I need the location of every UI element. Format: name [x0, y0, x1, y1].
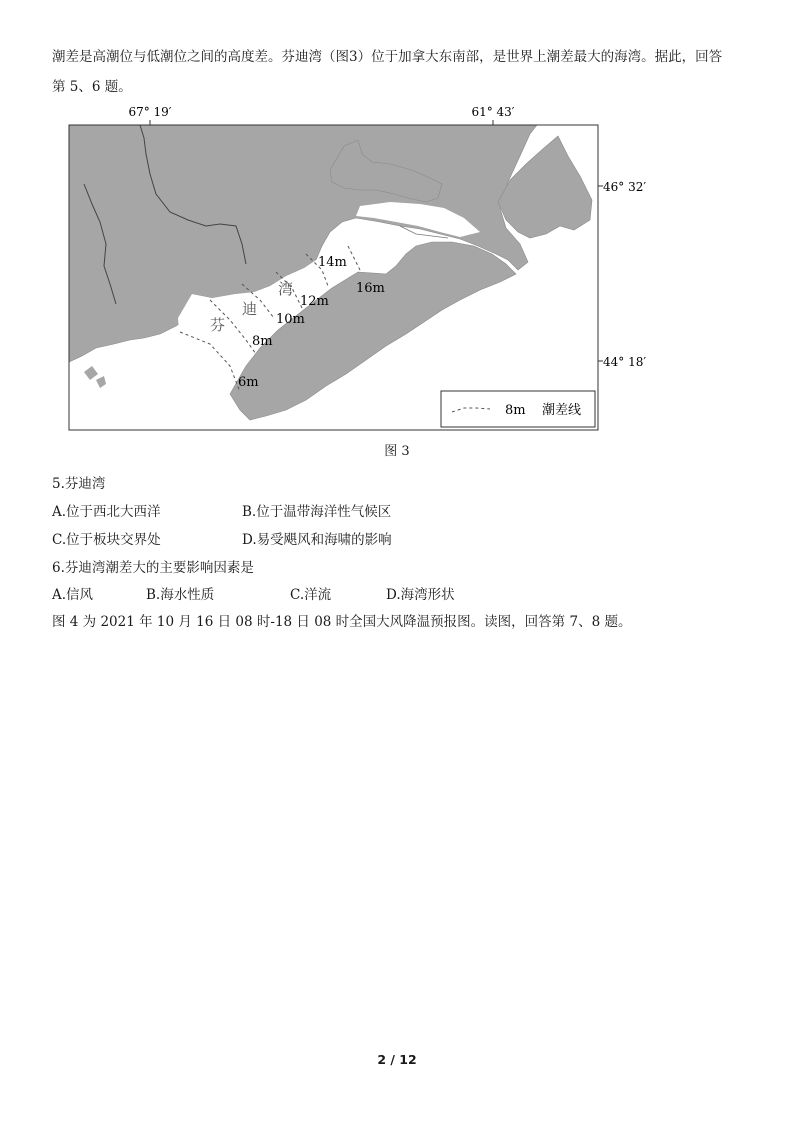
- map-svg: [60, 104, 647, 434]
- bay-of-fundy-map: [60, 104, 647, 434]
- q6-option-b: B.海水性质: [146, 587, 215, 603]
- tide-label-12m: 12m: [300, 294, 329, 309]
- map-legend: [441, 391, 595, 427]
- page-number: 2 / 12: [377, 1052, 417, 1067]
- tide-label-16m: 16m: [356, 281, 385, 296]
- latitude-top-label: 46° 32′: [603, 180, 647, 194]
- bay-char-3: 湾: [278, 280, 294, 298]
- question-6-stem: 6.芬迪湾潮差大的主要影响因素是: [52, 560, 254, 576]
- q5-option-b: B.位于温带海洋性气候区: [242, 504, 392, 520]
- q6-option-a: A.信风: [52, 587, 94, 603]
- longitude-right-label: 61° 43′: [471, 105, 515, 119]
- next-intro: 图 4 为 2021 年 10 月 16 日 08 时-18 日 08 时全国大风降温预报图。读图，回答第 7、8 题。: [52, 614, 632, 630]
- bay-char-2: 迪: [242, 300, 258, 318]
- latitude-bottom-label: 44° 18′: [603, 355, 647, 369]
- legend-value: 8m: [505, 403, 526, 418]
- west-islet-2: [96, 376, 106, 388]
- q6-option-d: D.海湾形状: [386, 587, 455, 603]
- q5-option-d: D.易受飓风和海啸的影响: [242, 532, 392, 548]
- q6-option-c: C.洋流: [290, 587, 332, 603]
- q5-option-c: C.位于板块交界处: [52, 532, 161, 548]
- q5-option-a: A.位于西北大西洋: [52, 504, 161, 520]
- intro-line-2: 第 5、6 题。: [52, 79, 132, 95]
- tide-label-8m: 8m: [252, 334, 273, 349]
- bay-char-1: 芬: [210, 316, 226, 334]
- west-islet: [84, 366, 98, 380]
- tide-label-14m: 14m: [318, 255, 347, 270]
- figure-caption: 图 3: [384, 444, 410, 459]
- intro-line-1: 潮差是高潮位与低潮位之间的高度差。芬迪湾（图3）位于加拿大东南部，是世界上潮差最大的海湾。据此，回答: [52, 49, 723, 65]
- tide-label-6m: 6m: [238, 375, 259, 390]
- intro-paragraph: [52, 42, 752, 102]
- question-5-stem: 5.芬迪湾: [52, 476, 106, 492]
- legend-label: 潮差线: [542, 403, 582, 418]
- tide-label-10m: 10m: [276, 312, 305, 327]
- longitude-left-label: 67° 19′: [128, 105, 172, 119]
